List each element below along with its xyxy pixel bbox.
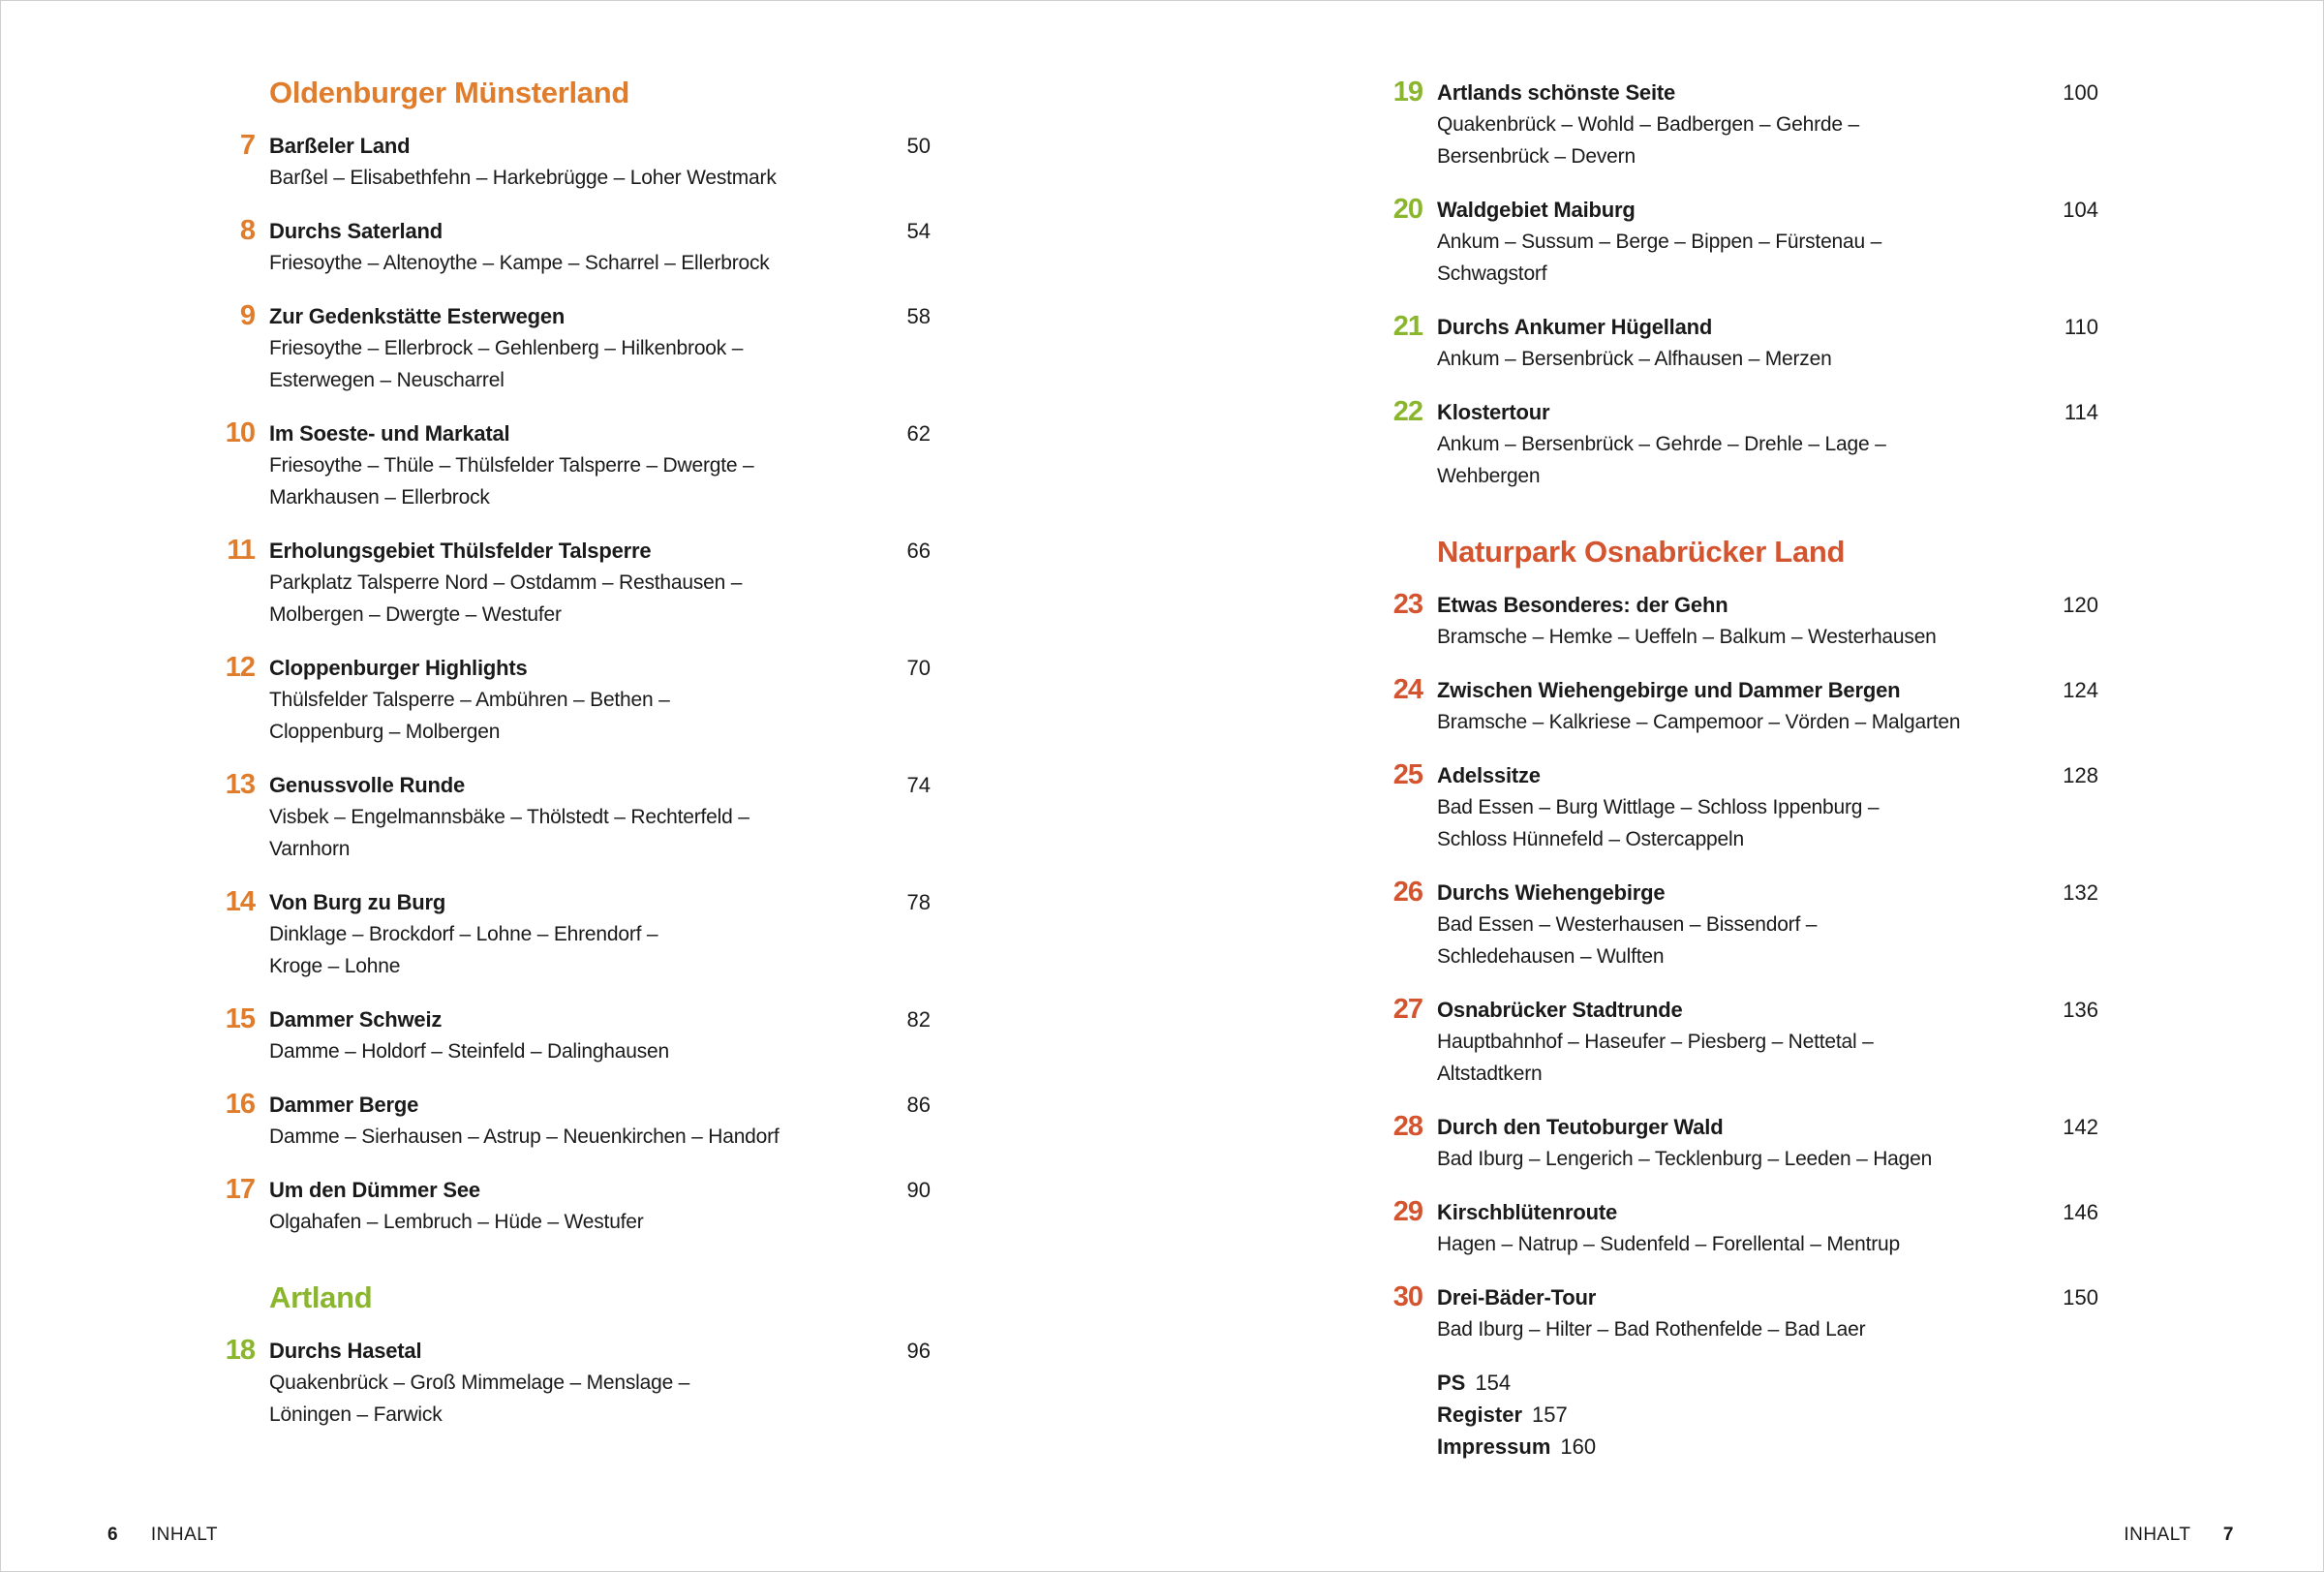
tour-content (269, 1003, 811, 1067)
tour-title[interactable]: Barßeler Land (269, 134, 411, 158)
tour-route: Ankum – Bersenbrück – Gehrde – Drehle – Lage – (1437, 433, 1886, 455)
tour-route: Friesoythe – Thüle – Thülsfelder Talsperre – Dwergte – (269, 454, 754, 477)
page-number: 6 (107, 1525, 119, 1545)
toc-entry[interactable] (211, 535, 931, 631)
tour-number: 29 (1392, 1196, 1422, 1227)
page-number[interactable]: 50 (906, 134, 931, 158)
toc-entry[interactable] (1379, 994, 2098, 1090)
tour-route: Hagen – Natrup – Sudenfeld – Forellental – Mentrup (1437, 1233, 1900, 1255)
tour-route: Bad Iburg – Lengerich – Tecklenburg – Leeden – Hagen (1437, 1148, 1933, 1170)
tour-route: Schloss Hünnefeld – Ostercappeln (1437, 828, 1744, 850)
tour-number: 27 (1392, 994, 1422, 1025)
tour-route: Dinklage – Brockdorf – Lohne – Ehrendorf – (269, 923, 658, 945)
tour-route: Cloppenburg – Molbergen (269, 721, 501, 743)
tour-route: Bramsche – Hemke – Ueffeln – Balkum – Westerhausen (1437, 626, 1937, 648)
toc-entry[interactable] (211, 886, 931, 982)
page-number[interactable]: 146 (2063, 1200, 2098, 1224)
tour-route: Damme – Sierhausen – Astrup – Neuenkirchen – Handorf (269, 1125, 780, 1148)
page-number: 157 (1532, 1402, 1568, 1427)
tour-route: Löningen – Farwick (269, 1403, 443, 1426)
page-number[interactable]: 78 (906, 890, 931, 914)
tour-number: 16 (225, 1089, 255, 1120)
tour-title[interactable]: Im Soeste- und Markatal (269, 421, 510, 446)
toc-entry[interactable] (211, 1174, 931, 1238)
page-number: 7 (2222, 1525, 2234, 1545)
tour-content (1437, 759, 1979, 855)
toc-extra-item[interactable] (1437, 1367, 2098, 1399)
tour-route: Barßel – Elisabethfehn – Harkebrügge – Loher Westmark (269, 167, 777, 189)
toc-entry[interactable] (1379, 589, 2098, 653)
tour-content (1437, 589, 1979, 653)
toc-entry[interactable] (211, 652, 931, 748)
tour-number: 8 (239, 215, 255, 246)
page-number[interactable]: 114 (2064, 400, 2098, 424)
tour-route: Parkplatz Talsperre Nord – Ostdamm – Resthausen – (269, 571, 743, 594)
footer-left (107, 1524, 218, 1547)
tour-route: Ankum – Sussum – Berge – Bippen – Fürstenau – Schwagstorf (1437, 231, 1882, 285)
toc-extra-item[interactable] (1437, 1431, 2098, 1463)
page-number[interactable]: 74 (906, 773, 931, 797)
tour-route: Friesoythe – Ellerbrock – Gehlenberg – Hilkenbrook – (269, 337, 744, 359)
page-number[interactable]: 70 (906, 656, 931, 680)
tour-content (269, 215, 811, 279)
page-number[interactable]: 124 (2063, 678, 2098, 702)
tour-content (1437, 1196, 1979, 1260)
extra-label: PS (1437, 1371, 1466, 1395)
tour-route: Olgahafen – Lembruch – Hüde – Westufer (269, 1211, 644, 1233)
extra-label: Register (1437, 1402, 1523, 1427)
tour-number: 17 (225, 1174, 255, 1205)
toc-entry[interactable] (211, 215, 931, 279)
tour-title[interactable]: Cloppenburger Highlights (269, 656, 528, 680)
tour-number: 24 (1392, 674, 1422, 705)
tour-number: 15 (225, 1003, 255, 1034)
tour-content (269, 417, 811, 513)
tour-content (1437, 674, 1979, 738)
tour-content (1437, 1111, 1979, 1175)
tour-route: Ankum – Bersenbrück – Alfhausen – Merzen (1437, 348, 1832, 370)
tour-title[interactable]: Waldgebiet Maiburg (1437, 198, 1636, 222)
tour-title[interactable]: Zwischen Wiehengebirge und Dammer Bergen (1437, 678, 1901, 702)
tour-number: 13 (225, 769, 255, 800)
tour-number: 12 (225, 652, 255, 683)
tour-content (269, 535, 811, 631)
page-number[interactable]: 142 (2063, 1115, 2098, 1139)
tour-number: 21 (1392, 311, 1422, 342)
tour-route: Damme – Holdorf – Steinfeld – Dalinghausen (269, 1040, 670, 1063)
page-number[interactable]: 136 (2063, 998, 2098, 1022)
toc-entry[interactable] (211, 300, 931, 396)
tour-title[interactable]: Durchs Saterland (269, 219, 443, 243)
page-number[interactable]: 110 (2064, 315, 2098, 339)
tour-title[interactable]: Durchs Wiehengebirge (1437, 880, 1666, 905)
tour-number: 23 (1392, 589, 1422, 620)
tour-title[interactable]: Artlands schönste Seite (1437, 80, 1676, 105)
page-number[interactable]: 86 (906, 1093, 931, 1117)
toc-entry[interactable] (1379, 877, 2098, 972)
page-number[interactable]: 132 (2063, 880, 2098, 905)
page-number[interactable]: 104 (2063, 198, 2098, 222)
section-heading: Artland (269, 1280, 373, 1314)
page-number[interactable]: 150 (2063, 1285, 2098, 1310)
toc-entry[interactable] (1379, 396, 2098, 492)
tour-number: 22 (1392, 396, 1422, 427)
tour-title[interactable]: Adelssitze (1437, 763, 1541, 787)
tour-title[interactable]: Durch den Teutoburger Wald (1437, 1115, 1724, 1139)
tour-number: 20 (1392, 194, 1422, 225)
tour-content (269, 1089, 811, 1153)
tour-number: 11 (227, 535, 255, 566)
tour-title[interactable]: Um den Dümmer See (269, 1178, 480, 1202)
tour-title[interactable]: Dammer Schweiz (269, 1007, 443, 1032)
running-title: INHALT (2124, 1525, 2191, 1545)
toc-entry[interactable] (1379, 759, 2098, 855)
tour-title[interactable]: Kirschblütenroute (1437, 1200, 1618, 1224)
page-number[interactable]: 90 (906, 1178, 931, 1202)
tour-number: 10 (225, 417, 255, 448)
toc-entry[interactable] (211, 130, 931, 194)
tour-title[interactable]: Durchs Hasetal (269, 1339, 422, 1363)
page-number[interactable]: 82 (906, 1007, 931, 1032)
page-number[interactable]: 66 (906, 539, 931, 563)
tour-title[interactable]: Zur Gedenkstätte Esterwegen (269, 304, 566, 328)
tour-number: 7 (239, 130, 255, 161)
tour-number: 30 (1392, 1281, 1422, 1312)
tour-content (269, 886, 811, 982)
tour-title[interactable]: Etwas Besonderes: der Gehn (1437, 593, 1728, 617)
tour-title[interactable]: Drei-Bäder-Tour (1437, 1285, 1597, 1310)
tour-route: Friesoythe – Altenoythe – Kampe – Scharrel – Ellerbrock (269, 252, 770, 274)
tour-route: Bersenbrück – Devern (1437, 145, 1636, 168)
page-number[interactable]: 128 (2063, 763, 2098, 787)
page-number[interactable]: 96 (906, 1339, 931, 1363)
page-number[interactable]: 62 (906, 421, 931, 446)
tour-number: 9 (239, 300, 255, 331)
tour-content (1437, 194, 1979, 290)
toc-entry[interactable] (1379, 1196, 2098, 1260)
page-number[interactable]: 58 (906, 304, 931, 328)
tour-route: Markhausen – Ellerbrock (269, 486, 490, 509)
tour-content (1437, 877, 1979, 972)
tour-number: 19 (1392, 77, 1422, 108)
toc-entry[interactable] (1379, 674, 2098, 738)
tour-route: Varnhorn (269, 838, 351, 860)
tour-content (269, 1335, 811, 1431)
toc-extra-item[interactable] (1437, 1399, 2098, 1431)
tour-title[interactable]: Dammer Berge (269, 1093, 419, 1117)
toc-entry[interactable] (211, 769, 931, 865)
tour-route: Molbergen – Dwergte – Westufer (269, 603, 562, 626)
tour-title[interactable]: Erholungsgebiet Thülsfelder Talsperre (269, 539, 652, 563)
tour-content (1437, 77, 1979, 172)
tour-title[interactable]: Genussvolle Runde (269, 773, 465, 797)
toc-entry[interactable] (211, 417, 931, 513)
tour-number: 28 (1392, 1111, 1422, 1142)
tour-route: Bramsche – Kalkriese – Campemoor – Vörden – Malgarten (1437, 711, 1961, 733)
tour-title[interactable]: Osnabrücker Stadtrunde (1437, 998, 1683, 1022)
tour-title[interactable]: Durchs Ankumer Hügelland (1437, 315, 1713, 339)
toc-entry[interactable] (1379, 1281, 2098, 1345)
tour-route: Bad Iburg – Hilter – Bad Rothenfelde – Bad Laer (1437, 1318, 1866, 1341)
tour-route: Schledehausen – Wulften (1437, 945, 1665, 968)
toc-entry[interactable] (1379, 311, 2098, 375)
tour-route: Bad Essen – Burg Wittlage – Schloss Ippenburg – (1437, 796, 1880, 818)
page-number: 154 (1475, 1371, 1512, 1395)
tour-route: Quakenbrück – Wohld – Badbergen – Gehrde – (1437, 113, 1860, 136)
section-heading: Naturpark Osnabrücker Land (1437, 535, 1846, 569)
tour-route: Esterwegen – Neuscharrel (269, 369, 505, 391)
tour-content (1437, 311, 1979, 375)
toc-entry[interactable] (211, 1335, 931, 1431)
tour-content (1437, 396, 1979, 492)
tour-route: Hauptbahnhof – Haseufer – Piesberg – Nettetal – Altstadtkern (1437, 1031, 1874, 1085)
tour-number: 18 (225, 1335, 255, 1366)
extra-label: Impressum (1437, 1434, 1551, 1459)
tour-route: Bad Essen – Westerhausen – Bissendorf – (1437, 913, 1818, 936)
tour-route: Thülsfelder Talsperre – Ambühren – Bethen – (269, 689, 670, 711)
page-number: 160 (1560, 1434, 1597, 1459)
toc-extras (1437, 1367, 2098, 1463)
tour-number: 25 (1392, 759, 1422, 790)
tour-route: Wehbergen (1437, 465, 1541, 487)
tour-route: Visbek – Engelmannsbäke – Thölstedt – Rechterfeld – (269, 806, 749, 828)
page-number[interactable]: 54 (906, 219, 931, 243)
tour-content (269, 652, 811, 748)
tour-route: Quakenbrück – Groß Mimmelage – Menslage – (269, 1372, 690, 1394)
page-number[interactable]: 100 (2063, 80, 2098, 105)
tour-content (269, 130, 811, 194)
tour-content (269, 769, 811, 865)
toc-entry[interactable] (211, 1089, 931, 1153)
tour-content (269, 1174, 811, 1238)
tour-number: 14 (225, 886, 255, 917)
tour-title[interactable]: Klostertour (1437, 400, 1550, 424)
running-title: INHALT (150, 1525, 219, 1545)
toc-entry[interactable] (211, 1003, 931, 1067)
tour-title[interactable]: Von Burg zu Burg (269, 890, 446, 914)
tour-content (269, 300, 811, 396)
toc-left-column (211, 72, 931, 1452)
page-number[interactable]: 120 (2063, 593, 2098, 617)
tour-content (1437, 1281, 1979, 1345)
toc-entry[interactable] (1379, 1111, 2098, 1175)
toc-entry[interactable] (1379, 194, 2098, 290)
section-heading: Oldenburger Münsterland (269, 76, 630, 109)
footer-right (2124, 1524, 2234, 1547)
toc-entry[interactable] (1379, 77, 2098, 172)
tour-content (1437, 994, 1979, 1090)
tour-route: Kroge – Lohne (269, 955, 401, 977)
tour-number: 26 (1392, 877, 1422, 908)
toc-right-column (1379, 77, 2098, 1463)
